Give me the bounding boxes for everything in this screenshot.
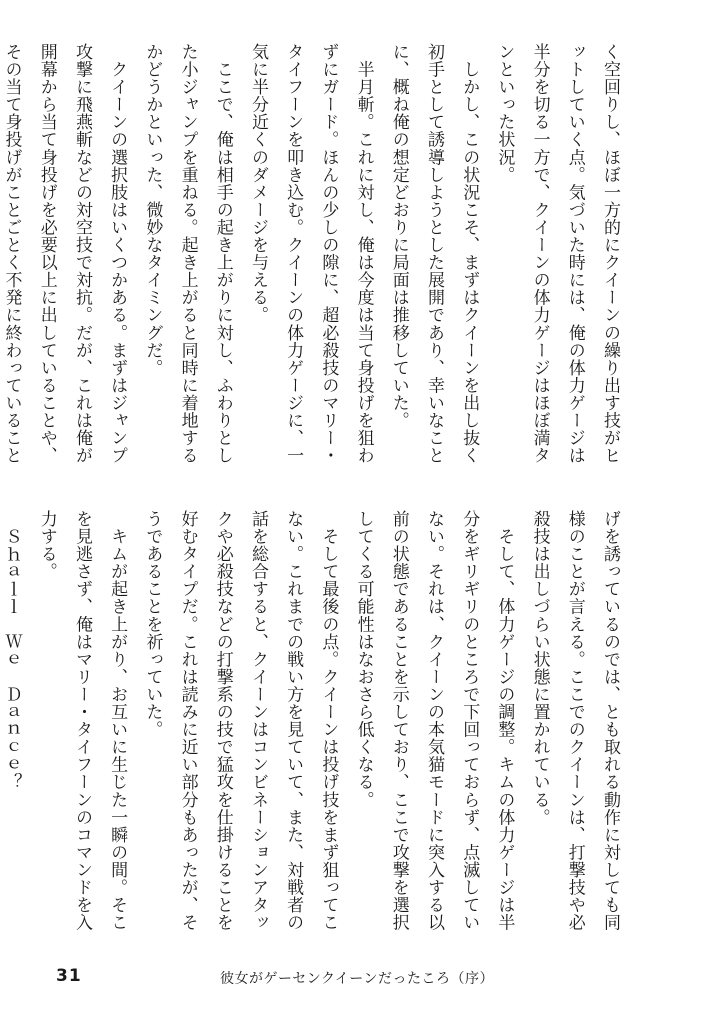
page-number: 31 xyxy=(56,966,82,986)
upper-text-block: く空回りし、ほぼ一方的にクイーンの繰り出す技がヒ ットしていく点。気づいた時には、俺の体力ゲージは 半分を切る一方で、クイーンの体力ゲージはほぼ満タ ンといった状況。 しかし、この状況こそ、まずはクイーンを出し抜く 初手として誘導しようとした展開であり、幸いなこと に、概ね俺の想定どおりに局面は推移していた。 半月斬。これに対し、俺は今度は当て身投げを狙わ ずにガード。ほんの少しの隙に、超必殺技のマリー・ タイフーンを叩き込む。クイーンの体力ゲージに、一 気に半分近くのダメージを与える。 ここで、俺は相手の起き上がりに対し、ふわりとし た小ジャンプを重ねる。起き上がると同時に着地する かどうかといった、微妙なタイミングだ。 クイーンの選択肢はいくつかある。まずはジャンプ 攻撃に飛燕斬などの対空技で対抗。だが、これは俺が 開幕から当て身投げを必要以上に出していることや、 その当て身投げがことごとく不発に終わっていること xyxy=(1,43,620,465)
book-title: 彼女がゲーセンクイーンだったころ（序） xyxy=(220,971,494,987)
lower-text-block: げを誘っているのでは、とも取れる動作に対しても同 様のことが言える。ここでのクイーンは、打撃技や必 殺技は出しづらい状態に置かれている。 そして、体力ゲージの調整。キムの体力ゲージは半 分をギリギリのところで下回っておらず、点滅してい ない。それは、クイーンの本気猫モードに突入する以 前の状態であることを示しており、ここで攻撃を選択 してくる可能性はなおさら低くなる。 そして最後の点。クイーンは投げ技をまず狙ってこ ない。これまでの戦い方を見ていて、また、対戦者の 話を総合すると、クイーンはコンビネーションアタッ クや必殺技などの打撃系の技で猛攻を仕掛けることを 好むタイプだ。これは読みに近い部分もあったが、そ うであることを祈っていた。 キムが起き上がり、お互いに生じた一瞬の間。そこ を見逃さず、俺はマリー・タイフーンのコマンドを入 力する。 Ｓｈａｌｌ Ｗｅ Ｄａｎｃｅ？ xyxy=(1,510,620,932)
